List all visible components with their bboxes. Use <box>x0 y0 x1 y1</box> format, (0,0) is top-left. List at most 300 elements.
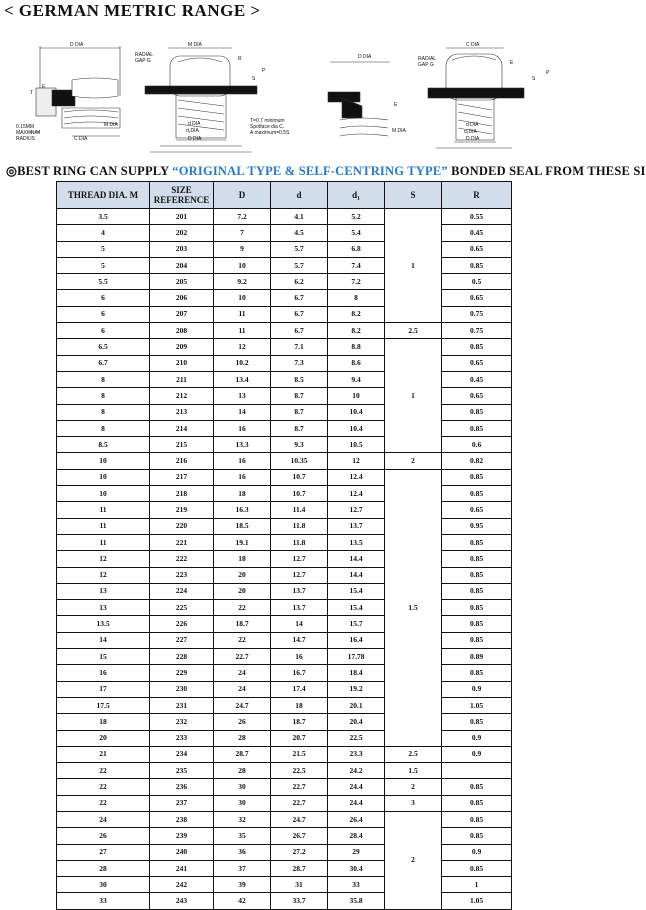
table-row <box>57 616 512 632</box>
cell-d-inner: 11.4 <box>271 502 328 518</box>
cell-d-outer: 24 <box>214 665 271 681</box>
table-row <box>57 665 512 681</box>
cell-size-ref: 236 <box>150 779 214 795</box>
label-s-right: S <box>532 76 536 82</box>
label-p-right: P <box>546 70 550 76</box>
label-d-dia-right-bottom: d DIA <box>466 122 479 128</box>
cell-size-ref: 241 <box>150 860 214 876</box>
cell-size-ref: 227 <box>150 632 214 648</box>
cell-r: 0.65 <box>442 241 512 257</box>
cell-d-inner: 14 <box>271 616 328 632</box>
label-m-dia-side: M DIA <box>104 122 118 128</box>
cell-d-inner: 24.7 <box>271 811 328 827</box>
table-row <box>57 795 512 811</box>
cell-r: 0.85 <box>442 811 512 827</box>
cell-d-inner: 28.7 <box>271 860 328 876</box>
label-m-dia-top: M DIA <box>188 42 202 48</box>
cell-d-outer: 18.5 <box>214 518 271 534</box>
cell-r: 0.85 <box>442 567 512 583</box>
cell-thread: 8 <box>57 420 150 436</box>
cell-r: 0.85 <box>442 632 512 648</box>
cell-r: 0.85 <box>442 779 512 795</box>
table-row <box>57 632 512 648</box>
cell-d1: 8.6 <box>328 355 385 371</box>
cell-d1: 8.2 <box>328 306 385 322</box>
cell-size-ref: 238 <box>150 811 214 827</box>
label-radial-gap-right-1: RADIAL <box>418 56 437 62</box>
cell-r: 0.6 <box>442 437 512 453</box>
cell-thread: 5.5 <box>57 274 150 290</box>
cell-thread: 24 <box>57 811 150 827</box>
label-d-small: d DIA <box>188 121 201 127</box>
cell-d-inner: 16.7 <box>271 665 328 681</box>
cell-d-outer: 9 <box>214 241 271 257</box>
table-row <box>57 469 512 485</box>
cell-thread: 17 <box>57 681 150 697</box>
cell-r: 0.9 <box>442 844 512 860</box>
headline-prefix: ◎BEST RING CAN SUPPLY <box>6 164 173 178</box>
table-row <box>57 437 512 453</box>
cell-d-inner: 20.7 <box>271 730 328 746</box>
label-radius-note-2: MAXIMUM <box>16 130 41 136</box>
label-p: P <box>262 68 266 74</box>
table-row <box>57 860 512 876</box>
supply-headline <box>6 163 646 179</box>
cell-d1: 24.2 <box>328 763 385 779</box>
cell-d-inner: 8.7 <box>271 420 328 436</box>
cell-d1: 12.7 <box>328 502 385 518</box>
cell-thread: 12 <box>57 551 150 567</box>
label-d1-dia: d₁DIA <box>186 128 199 134</box>
cell-thread: 8 <box>57 404 150 420</box>
cell-r: 0.65 <box>442 502 512 518</box>
cell-d-inner: 4.1 <box>271 209 328 225</box>
cell-d-inner: 7.1 <box>271 339 328 355</box>
cell-d-inner: 6.7 <box>271 306 328 322</box>
cell-r: 1.05 <box>442 893 512 909</box>
table-row <box>57 371 512 387</box>
cell-s: 2 <box>385 811 442 909</box>
label-m-dia-right: M DIA <box>392 128 406 134</box>
cell-size-ref: 202 <box>150 225 214 241</box>
cell-r: 0.85 <box>442 616 512 632</box>
cell-thread: 12 <box>57 567 150 583</box>
cell-d-outer: 16 <box>214 420 271 436</box>
table-row <box>57 257 512 273</box>
cell-size-ref: 204 <box>150 257 214 273</box>
cell-r: 0.85 <box>442 795 512 811</box>
cell-thread: 13.5 <box>57 616 150 632</box>
cell-thread: 13 <box>57 600 150 616</box>
cell-thread: 22 <box>57 795 150 811</box>
cell-r: 0.5 <box>442 274 512 290</box>
table-header-row <box>57 182 512 209</box>
cell-r: 0.85 <box>442 714 512 730</box>
cell-thread: 20 <box>57 730 150 746</box>
cell-d1: 8.2 <box>328 323 385 339</box>
table-row <box>57 388 512 404</box>
table-row <box>57 779 512 795</box>
cell-size-ref: 208 <box>150 323 214 339</box>
cell-d1: 23.3 <box>328 746 385 762</box>
cell-d-outer: 24.7 <box>214 697 271 713</box>
cell-d-inner: 33.7 <box>271 893 328 909</box>
cell-size-ref: 223 <box>150 567 214 583</box>
cell-d-outer: 37 <box>214 860 271 876</box>
header-r: R <box>442 182 512 209</box>
cell-size-ref: 218 <box>150 486 214 502</box>
cell-size-ref: 206 <box>150 290 214 306</box>
cell-r: 0.9 <box>442 730 512 746</box>
cell-size-ref: 222 <box>150 551 214 567</box>
cell-d1: 17.78 <box>328 649 385 665</box>
cell-s: 2 <box>385 779 442 795</box>
cell-d-outer: 22 <box>214 600 271 616</box>
cell-d-outer: 7.2 <box>214 209 271 225</box>
cell-d1: 13.7 <box>328 518 385 534</box>
label-note-2: Spotface dia C. <box>250 124 285 130</box>
cell-size-ref: 210 <box>150 355 214 371</box>
cell-thread: 6 <box>57 290 150 306</box>
cell-d-inner: 8.5 <box>271 371 328 387</box>
table-row <box>57 518 512 534</box>
cell-d1: 9.4 <box>328 371 385 387</box>
cell-d-outer: 36 <box>214 844 271 860</box>
cell-size-ref: 231 <box>150 697 214 713</box>
cell-thread: 15 <box>57 649 150 665</box>
table-row <box>57 209 512 225</box>
cell-d-inner: 10.7 <box>271 469 328 485</box>
cell-d-inner: 22.7 <box>271 795 328 811</box>
table-row <box>57 877 512 893</box>
cell-d1: 29 <box>328 844 385 860</box>
cell-d-outer: 10.2 <box>214 355 271 371</box>
cell-thread: 6.5 <box>57 339 150 355</box>
cell-size-ref: 228 <box>150 649 214 665</box>
table-row <box>57 681 512 697</box>
label-d-dia-top: D DIA <box>70 42 84 48</box>
cell-d-inner: 26.7 <box>271 828 328 844</box>
cell-d-inner: 11.8 <box>271 518 328 534</box>
cell-d-inner: 21.5 <box>271 746 328 762</box>
cell-d1: 20.1 <box>328 697 385 713</box>
table-row <box>57 583 512 599</box>
label-c-dia-right: C DIA <box>466 42 480 48</box>
cell-d-outer: 13.3 <box>214 437 271 453</box>
cell-d-inner: 22.5 <box>271 763 328 779</box>
cell-d-outer: 18.7 <box>214 616 271 632</box>
table-row <box>57 339 512 355</box>
cell-d1: 16.4 <box>328 632 385 648</box>
cell-size-ref: 237 <box>150 795 214 811</box>
cell-d1: 19.2 <box>328 681 385 697</box>
cell-r: 0.55 <box>442 209 512 225</box>
headline-suffix: BONDED SEAL FROM THESE SI <box>447 164 646 178</box>
cell-thread: 33 <box>57 893 150 909</box>
cell-d-outer: 11 <box>214 323 271 339</box>
cell-size-ref: 215 <box>150 437 214 453</box>
cell-thread: 22 <box>57 763 150 779</box>
table-row <box>57 811 512 827</box>
cell-thread: 30 <box>57 877 150 893</box>
cell-s: 1 <box>385 209 442 323</box>
label-e: E <box>42 84 46 90</box>
label-d-dia-bottom: D DIA <box>188 136 202 142</box>
cell-d-outer: 9.2 <box>214 274 271 290</box>
table-row <box>57 714 512 730</box>
cell-r: 0.45 <box>442 225 512 241</box>
cell-d1: 10.5 <box>328 437 385 453</box>
table-row <box>57 486 512 502</box>
table-row <box>57 355 512 371</box>
label-note-3: A maximum=0.5S <box>250 130 290 136</box>
cell-size-ref: 209 <box>150 339 214 355</box>
cell-thread: 11 <box>57 534 150 550</box>
cell-size-ref: 220 <box>150 518 214 534</box>
cell-size-ref: 203 <box>150 241 214 257</box>
cell-d1: 14.4 <box>328 551 385 567</box>
cell-d1: 5.2 <box>328 209 385 225</box>
cell-size-ref: 229 <box>150 665 214 681</box>
cell-d1: 15.4 <box>328 583 385 599</box>
label-note-1: T=0.7 minimum <box>250 118 285 124</box>
cell-d-inner: 9.3 <box>271 437 328 453</box>
cell-d-inner: 18 <box>271 697 328 713</box>
cell-d-outer: 42 <box>214 893 271 909</box>
cell-s: 2.5 <box>385 323 442 339</box>
cell-r: 0.85 <box>442 583 512 599</box>
cell-d1: 24.4 <box>328 795 385 811</box>
cell-size-ref: 214 <box>150 420 214 436</box>
cell-size-ref: 234 <box>150 746 214 762</box>
cell-size-ref: 239 <box>150 828 214 844</box>
label-radius-note-3: RADIUS <box>16 136 35 142</box>
label-r: R <box>238 56 242 62</box>
cell-r: 0.85 <box>442 860 512 876</box>
cell-r: 0.85 <box>442 469 512 485</box>
cell-size-ref: 225 <box>150 600 214 616</box>
cell-d-inner: 8.7 <box>271 404 328 420</box>
cell-r: 0.9 <box>442 746 512 762</box>
cell-d-outer: 13.4 <box>214 371 271 387</box>
cell-thread: 18 <box>57 714 150 730</box>
cell-size-ref: 230 <box>150 681 214 697</box>
cell-d-inner: 5.7 <box>271 241 328 257</box>
cell-d1: 14.4 <box>328 567 385 583</box>
cell-r: 0.85 <box>442 257 512 273</box>
cell-size-ref: 224 <box>150 583 214 599</box>
headline-highlight: “ORIGINAL TYPE & SELF-CENTRING TYPE” <box>172 164 448 178</box>
cell-thread: 28 <box>57 860 150 876</box>
cell-thread: 5 <box>57 241 150 257</box>
cell-thread: 11 <box>57 502 150 518</box>
cell-r: 0.89 <box>442 649 512 665</box>
cell-d-inner: 4.5 <box>271 225 328 241</box>
cell-size-ref: 201 <box>150 209 214 225</box>
cell-thread: 13 <box>57 583 150 599</box>
cell-d-outer: 18 <box>214 551 271 567</box>
cell-thread: 8 <box>57 371 150 387</box>
label-radius-note-1: 0.15MM <box>16 124 35 130</box>
table-row <box>57 241 512 257</box>
cell-thread: 17.5 <box>57 697 150 713</box>
cell-r: 0.65 <box>442 355 512 371</box>
cell-r: 0.75 <box>442 323 512 339</box>
cell-s: 1 <box>385 339 442 453</box>
cell-d-outer: 22.7 <box>214 649 271 665</box>
cell-d1: 8 <box>328 290 385 306</box>
cell-d-outer: 24 <box>214 681 271 697</box>
cell-r: 1.05 <box>442 697 512 713</box>
cell-d-outer: 32 <box>214 811 271 827</box>
cell-thread: 3.5 <box>57 209 150 225</box>
cell-r: 0.85 <box>442 600 512 616</box>
cell-d-outer: 30 <box>214 779 271 795</box>
cell-thread: 10 <box>57 469 150 485</box>
table-row <box>57 730 512 746</box>
cell-d-outer: 20 <box>214 567 271 583</box>
cell-d1: 10.4 <box>328 420 385 436</box>
cell-size-ref: 221 <box>150 534 214 550</box>
cell-d-outer: 13 <box>214 388 271 404</box>
cell-d-inner: 6.7 <box>271 290 328 306</box>
table-row <box>57 502 512 518</box>
cell-d-outer: 10 <box>214 290 271 306</box>
cell-d-inner: 17.4 <box>271 681 328 697</box>
table-row <box>57 453 512 469</box>
cell-thread: 8 <box>57 388 150 404</box>
table-row <box>57 649 512 665</box>
cell-r: 0.85 <box>442 486 512 502</box>
table-row <box>57 534 512 550</box>
cell-r: 0.85 <box>442 534 512 550</box>
metric-seal-table <box>56 181 512 910</box>
cell-thread: 21 <box>57 746 150 762</box>
cell-d1: 26.4 <box>328 811 385 827</box>
cell-r <box>442 763 512 779</box>
cell-d-outer: 18 <box>214 486 271 502</box>
cell-d-outer: 39 <box>214 877 271 893</box>
cell-d1: 6.8 <box>328 241 385 257</box>
cell-d-inner: 13.7 <box>271 583 328 599</box>
cell-s: 2.5 <box>385 746 442 762</box>
cell-d-outer: 12 <box>214 339 271 355</box>
cell-r: 0.85 <box>442 665 512 681</box>
cell-d-inner: 16 <box>271 649 328 665</box>
cell-d1: 15.4 <box>328 600 385 616</box>
cell-thread: 4 <box>57 225 150 241</box>
cell-r: 0.82 <box>442 453 512 469</box>
cell-d-outer: 20 <box>214 583 271 599</box>
cell-d1: 30.4 <box>328 860 385 876</box>
cell-thread: 6 <box>57 306 150 322</box>
table-row <box>57 697 512 713</box>
cell-size-ref: 226 <box>150 616 214 632</box>
cell-d1: 35.8 <box>328 893 385 909</box>
cell-s: 1.5 <box>385 469 442 746</box>
header-d-inner: d <box>271 182 328 209</box>
cell-d-inner: 10.35 <box>271 453 328 469</box>
table-row <box>57 600 512 616</box>
cell-d1: 12.4 <box>328 486 385 502</box>
table-row <box>57 551 512 567</box>
table-row <box>57 828 512 844</box>
label-s: S <box>252 76 256 82</box>
table-row <box>57 323 512 339</box>
cell-size-ref: 235 <box>150 763 214 779</box>
cell-size-ref: 216 <box>150 453 214 469</box>
cell-r: 1 <box>442 877 512 893</box>
label-e-side: E <box>394 102 398 108</box>
table-row <box>57 420 512 436</box>
label-d1-dia-right: d₁DIA <box>464 129 477 135</box>
label-d-dia-right-bottom2: D DIA <box>466 136 480 142</box>
cell-d-inner: 18.7 <box>271 714 328 730</box>
cell-d-outer: 16 <box>214 453 271 469</box>
label-t: T <box>30 90 34 96</box>
cell-thread: 10 <box>57 486 150 502</box>
cell-d-inner: 12.7 <box>271 567 328 583</box>
cell-d-outer: 26 <box>214 714 271 730</box>
cell-size-ref: 219 <box>150 502 214 518</box>
cell-d-outer: 7 <box>214 225 271 241</box>
cell-thread: 16 <box>57 665 150 681</box>
cell-size-ref: 232 <box>150 714 214 730</box>
cell-d-outer: 14 <box>214 404 271 420</box>
cell-d-inner: 8.7 <box>271 388 328 404</box>
cell-d1: 13.5 <box>328 534 385 550</box>
cell-d-inner: 7.3 <box>271 355 328 371</box>
cell-thread: 6 <box>57 323 150 339</box>
table-row <box>57 763 512 779</box>
cell-r: 0.9 <box>442 681 512 697</box>
cell-d-outer: 28 <box>214 730 271 746</box>
header-thread-dia: THREAD DIA. M <box>57 182 150 209</box>
label-radial-gap-right-2: GAP G <box>418 62 434 68</box>
table-row <box>57 274 512 290</box>
cell-d1: 5.4 <box>328 225 385 241</box>
label-radial-gap-1: RADIAL <box>135 52 154 58</box>
cell-d1: 12 <box>328 453 385 469</box>
table-row <box>57 225 512 241</box>
cell-size-ref: 243 <box>150 893 214 909</box>
cell-d-outer: 16.3 <box>214 502 271 518</box>
cell-d-outer: 16 <box>214 469 271 485</box>
cell-s: 2 <box>385 453 442 469</box>
cell-d-outer: 10 <box>214 257 271 273</box>
cell-d-inner: 11.8 <box>271 534 328 550</box>
cell-thread: 8.5 <box>57 437 150 453</box>
cell-d-inner: 22.7 <box>271 779 328 795</box>
cell-r: 0.65 <box>442 388 512 404</box>
cell-d1: 20.4 <box>328 714 385 730</box>
cell-thread: 6.7 <box>57 355 150 371</box>
cell-d-inner: 31 <box>271 877 328 893</box>
table-row <box>57 404 512 420</box>
cell-thread: 22 <box>57 779 150 795</box>
cell-size-ref: 240 <box>150 844 214 860</box>
cell-size-ref: 233 <box>150 730 214 746</box>
header-s: S <box>385 182 442 209</box>
table-row <box>57 290 512 306</box>
cell-d1: 8.8 <box>328 339 385 355</box>
cell-d-outer: 28 <box>214 763 271 779</box>
cell-d-inner: 6.2 <box>271 274 328 290</box>
cell-d-inner: 6.7 <box>271 323 328 339</box>
cell-d-inner: 27.2 <box>271 844 328 860</box>
cell-d-outer: 28.7 <box>214 746 271 762</box>
cell-s: 3 <box>385 795 442 811</box>
